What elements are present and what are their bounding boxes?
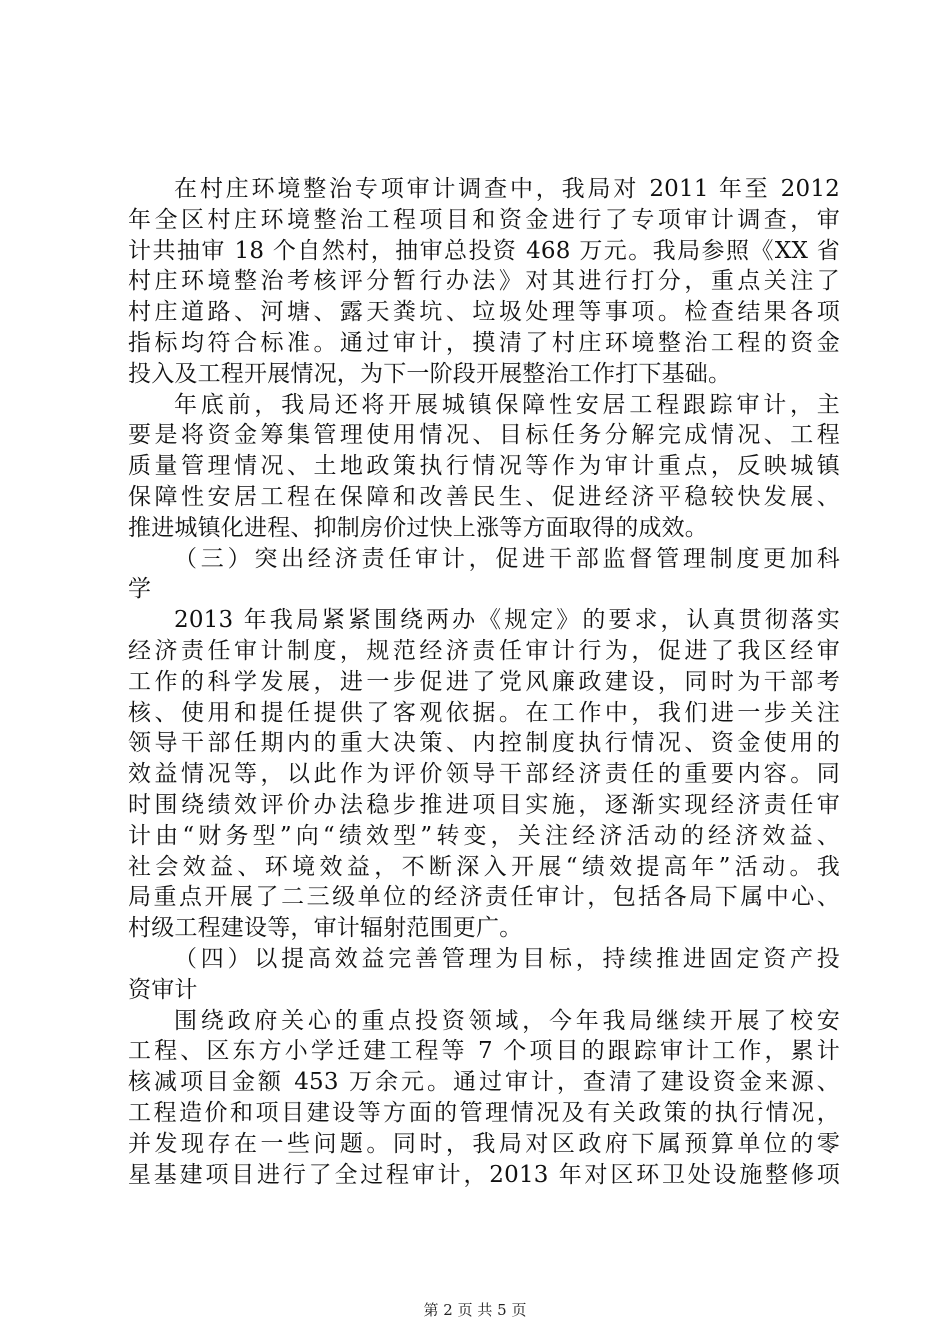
paragraph-line: 时围绕绩效评价办法稳步推进项目实施，逐渐实现经济责任审: [128, 791, 840, 818]
paragraph-line: 社会效益、环境效益，不断深入开展“绩效提高年”活动。我: [128, 853, 840, 880]
paragraph-line: 推进城镇化进程、抑制房价过快上涨等方面取得的成效。: [128, 514, 708, 541]
paragraph-line: 局重点开展了二三级单位的经济责任审计，包括各局下属中心、: [128, 884, 840, 911]
section-heading: （四）以提高效益完善管理为目标，持续推进固定资产投: [174, 945, 840, 972]
paragraph-line: 投入及工程开展情况，为下一阶段开展整治工作打下基础。: [128, 360, 732, 387]
page-footer: 第 2 页 共 5 页: [423, 1301, 527, 1319]
paragraph-line: 并发现存在一些问题。同时，我局对区政府下属预算单位的零: [128, 1130, 840, 1157]
paragraph-line: 工作的科学发展，进一步促进了党风廉政建设，同时为干部考: [128, 668, 840, 695]
paragraph-line: 年全区村庄环境整治工程项目和资金进行了专项审计调查，审: [128, 206, 840, 233]
section-heading: 学: [128, 576, 152, 603]
paragraph-line: 村庄道路、河塘、露天粪坑、垃圾处理等事项。检查结果各项: [128, 299, 840, 326]
document-body: [128, 174, 840, 1190]
paragraph-line: 保障性安居工程在保障和改善民生、促进经济平稳较快发展、: [128, 483, 840, 510]
paragraph-line: 指标均符合标准。通过审计，摸清了村庄环境整治工程的资金: [128, 329, 840, 356]
paragraph-line: 领导干部任期内的重大决策、内控制度执行情况、资金使用的: [128, 730, 840, 757]
paragraph-line: 工程造价和项目建设等方面的管理情况及有关政策的执行情况，: [128, 1099, 840, 1126]
section-heading: 资审计: [128, 976, 198, 1003]
paragraph-line: 工程、区东方小学迁建工程等 7 个项目的跟踪审计工作，累计: [128, 1038, 840, 1065]
paragraph-line: 年底前，我局还将开展城镇保障性安居工程跟踪审计，主: [174, 391, 840, 418]
section-heading: （三）突出经济责任审计，促进干部监督管理制度更加科: [174, 545, 840, 572]
paragraph-line: 经济责任审计制度，规范经济责任审计行为，促进了我区经审: [128, 637, 840, 664]
paragraph-line: 村庄环境整治考核评分暂行办法》对其进行打分，重点关注了: [128, 268, 840, 295]
paragraph-line: 效益情况等，以此作为评价领导干部经济责任的重要内容。同: [128, 761, 840, 788]
paragraph-line: 核、使用和提任提供了客观依据。在工作中，我们进一步关注: [128, 699, 840, 726]
paragraph-line: 计共抽审 18 个自然村，抽审总投资 468 万元。我局参照《XX 省: [128, 237, 840, 264]
paragraph-line: 2013 年我局紧紧围绕两办《规定》的要求，认真贯彻落实: [174, 607, 840, 634]
paragraph-line: 要是将资金筹集管理使用情况、目标任务分解完成情况、工程: [128, 422, 840, 449]
paragraph-line: 计由“财务型”向“绩效型”转变，关注经济活动的经济效益、: [128, 822, 840, 849]
paragraph-line: 星基建项目进行了全过程审计，2013 年对区环卫处设施整修项: [128, 1161, 840, 1188]
paragraph-line: 村级工程建设等，审计辐射范围更广。: [128, 915, 523, 942]
paragraph-line: 在村庄环境整治专项审计调查中，我局对 2011 年至 2012: [174, 176, 840, 202]
paragraph-line: 核减项目金额 453 万余元。通过审计，查清了建设资金来源、: [128, 1069, 840, 1096]
paragraph-line: 围绕政府关心的重点投资领域，今年我局继续开展了校安: [174, 1007, 840, 1034]
paragraph-line: 质量管理情况、土地政策执行情况等作为审计重点，反映城镇: [128, 453, 840, 480]
